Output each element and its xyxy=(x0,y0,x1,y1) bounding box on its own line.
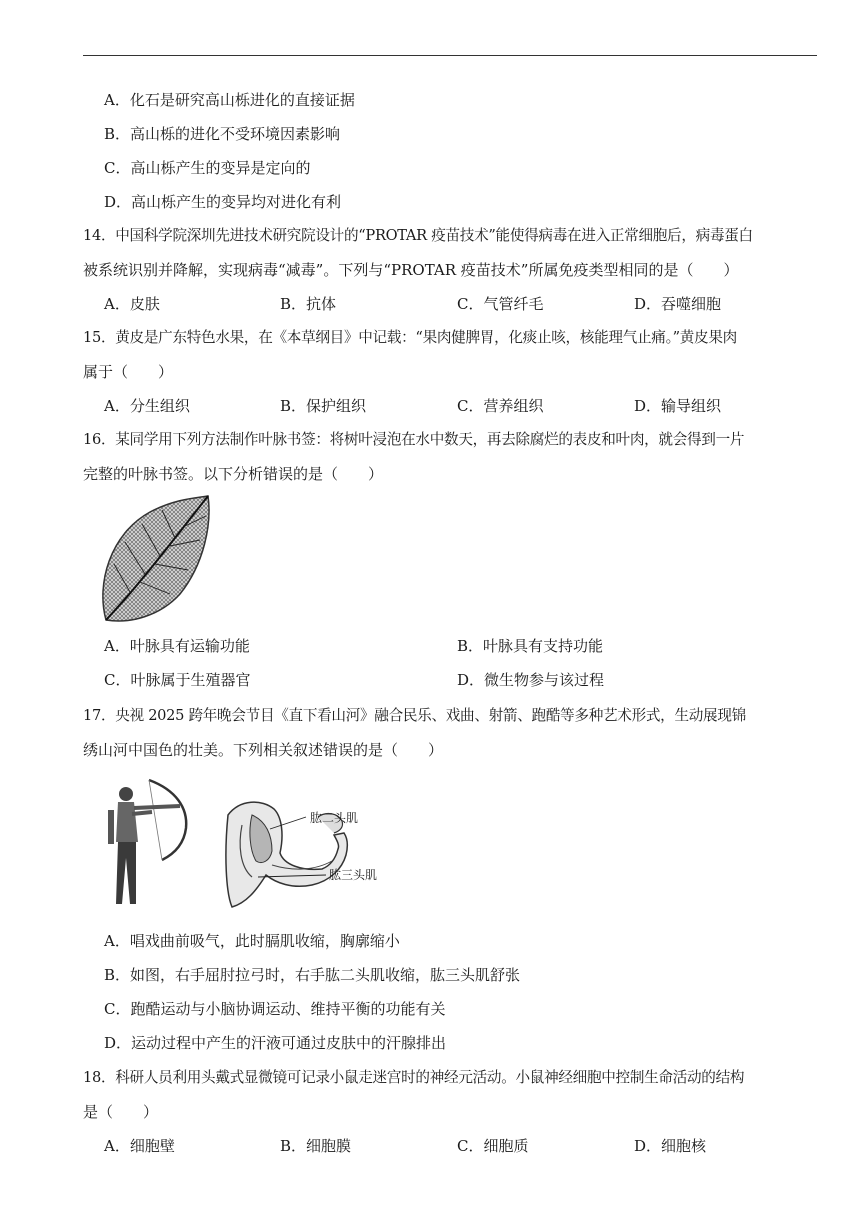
q14-stem-line2: 被系统识别并降解，实现病毒“减毒”。下列与“PROTAR 疫苗技术”所属免疫类型相同的是（ ） xyxy=(83,261,739,279)
q15-option-c[interactable]: C．营养组织 xyxy=(457,397,544,415)
q18-option-d[interactable]: D．细胞核 xyxy=(634,1137,707,1155)
q15-stem-line1: 15．黄皮是广东特色水果，在《本草纲目》中记载：“果肉健脾胃，化痰止咳，核能理气止痛。”黄皮果肉 xyxy=(83,329,737,346)
q16-option-c[interactable]: C．叶脉属于生殖器官 xyxy=(104,671,251,689)
q14-option-a[interactable]: A．皮肤 xyxy=(104,295,160,313)
q15-stem-line2: 属于（ ） xyxy=(83,363,174,381)
q16-option-a[interactable]: A．叶脉具有运输功能 xyxy=(104,637,250,655)
q18-option-b[interactable]: B．细胞膜 xyxy=(280,1137,352,1155)
q16-stem-line1: 16．某同学用下列方法制作叶脉书签：将树叶浸泡在水中数天，再去除腐烂的表皮和叶肉，就会得到一片 xyxy=(83,431,745,448)
q18-option-a[interactable]: A．细胞壁 xyxy=(104,1137,175,1155)
q16-stem-line2: 完整的叶脉书签。以下分析错误的是（ ） xyxy=(83,465,384,483)
q14-stem-line1: 14．中国科学院深圳先进技术研究院设计的“PROTAR 疫苗技术”能使得病毒在进入正常细胞后，病毒蛋白 xyxy=(83,227,753,244)
q13-option-b[interactable]: B．高山栎的进化不受环境因素影响 xyxy=(104,125,341,143)
q17-option-a[interactable]: A．唱戏曲前吸气，此时膈肌收缩，胸廓缩小 xyxy=(104,932,400,950)
leaf-vein-bookmark-image xyxy=(100,494,212,624)
q16-option-b[interactable]: B．叶脉具有支持功能 xyxy=(457,637,604,655)
q17-option-b[interactable]: B．如图，右手屈肘拉弓时，右手肱二头肌收缩，肱三头肌舒张 xyxy=(104,966,521,984)
q17-option-d[interactable]: D．运动过程中产生的汗液可通过皮肤中的汗腺排出 xyxy=(104,1034,447,1052)
q15-option-a[interactable]: A．分生组织 xyxy=(104,397,190,415)
arm-muscle-diagram xyxy=(222,795,392,910)
q18-option-c[interactable]: C．细胞质 xyxy=(457,1137,529,1155)
q13-option-d[interactable]: D．高山栎产生的变异均对进化有利 xyxy=(104,193,342,211)
q18-stem-line2: 是（ ） xyxy=(83,1103,159,1121)
q15-option-d[interactable]: D．输导组织 xyxy=(634,397,722,415)
q13-option-c[interactable]: C．高山栎产生的变异是定向的 xyxy=(104,159,311,177)
q17-option-c[interactable]: C．跑酷运动与小脑协调运动、维持平衡的功能有关 xyxy=(104,1000,446,1018)
q17-stem-line1: 17．央视 2025 跨年晚会节目《直下看山河》融合民乐、戏曲、射箭、跑酷等多种艺术形式，生动展现锦 xyxy=(83,707,746,724)
header-rule xyxy=(83,55,817,56)
q13-option-a[interactable]: A．化石是研究高山栎进化的直接证据 xyxy=(104,91,355,109)
triceps-label: 肱三头肌 xyxy=(329,868,378,882)
q17-stem-line2: 绣山河中国色的壮美。下列相关叙述错误的是（ ） xyxy=(83,741,444,759)
q15-option-b[interactable]: B．保护组织 xyxy=(280,397,367,415)
q14-option-d[interactable]: D．吞噬细胞 xyxy=(634,295,722,313)
archer-figure xyxy=(104,772,199,912)
biceps-label: 肱二头肌 xyxy=(310,811,359,825)
q14-option-b[interactable]: B．抗体 xyxy=(280,295,337,313)
q16-option-d[interactable]: D．微生物参与该过程 xyxy=(457,671,605,689)
q18-stem-line1: 18．科研人员利用头戴式显微镜可记录小鼠走迷宫时的神经元活动。小鼠神经细胞中控制生命活动的结构 xyxy=(83,1069,745,1086)
q14-option-c[interactable]: C．气管纤毛 xyxy=(457,295,544,313)
